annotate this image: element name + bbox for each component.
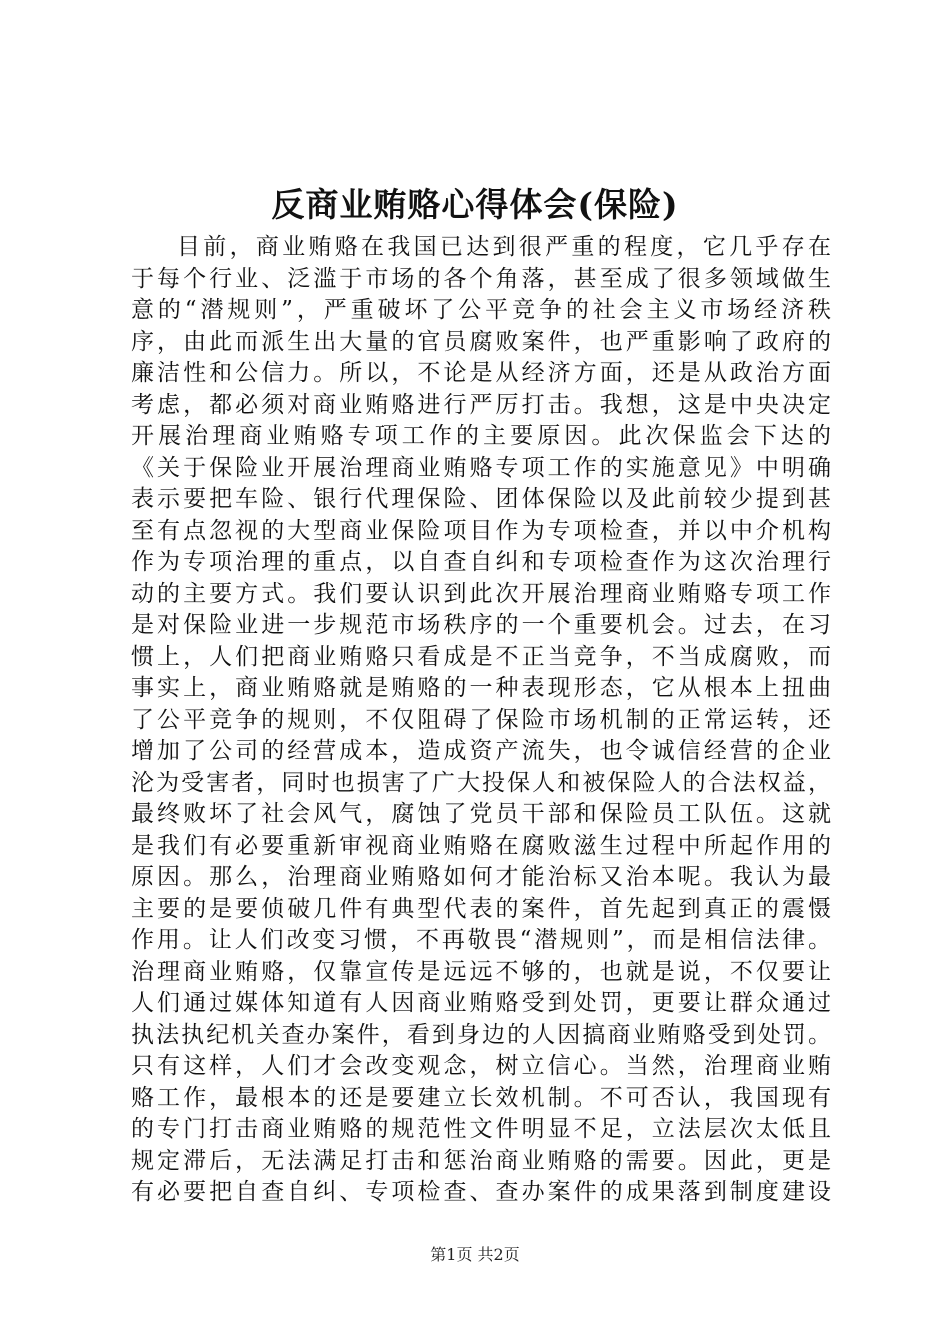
document-title: 反商业贿赂心得体会(保险) [271, 185, 679, 224]
paragraph-line: 主要的是要侦破几件有典型代表的案件，首先起到真正的震慑 [131, 895, 831, 922]
paragraph-line: 作为专项治理的重点，以自查自纠和专项检查作为这次治理行 [131, 549, 831, 575]
paragraph-line: 惯上，人们把商业贿赂只看成是不正当竞争，不当成腐败，而 [131, 643, 831, 670]
document-body [131, 232, 831, 1209]
paragraph-line: 开展治理商业贿赂专项工作的主要原因。此次保监会下达的 [131, 423, 831, 449]
paragraph-line: 只有这样，人们才会改变观念，树立信心。当然，治理商业贿 [131, 1053, 831, 1079]
paragraph-line: 至有点忽视的大型商业保险项目作为专项检查，并以中介机构 [131, 517, 831, 544]
paragraph-line: 作用。让人们改变习惯，不再敬畏“潜规则”，而是相信法律。 [131, 927, 831, 953]
paragraph-line: 是我们有必要重新审视商业贿赂在腐败滋生过程中所起作用的 [131, 832, 831, 859]
paragraph-line: 沦为受害者，同时也损害了广大投保人和被保险人的合法权益， [131, 769, 831, 796]
paragraph-line: 增加了公司的经营成本，造成资产流失，也令诚信经营的企业 [131, 738, 831, 764]
paragraph-line: 有必要把自查自纠、专项检查、查办案件的成果落到制度建设 [131, 1179, 831, 1205]
paragraph-line: 序，由此而派生出大量的官员腐败案件，也严重影响了政府的 [131, 328, 831, 355]
paragraph-line: 于每个行业、泛滥于市场的各个角落，甚至成了很多领域做生 [131, 265, 831, 292]
paragraph-line: 规定滞后，无法满足打击和惩治商业贿赂的需要。因此，更是 [131, 1147, 831, 1174]
paragraph-line: 人们通过媒体知道有人因商业贿赂受到处罚，更要让群众通过 [131, 990, 831, 1016]
paragraph-line: 治理商业贿赂，仅靠宣传是远远不够的，也就是说，不仅要让 [131, 958, 831, 985]
paragraph-line: 的专门打击商业贿赂的规范性文件明显不足，立法层次太低且 [131, 1116, 831, 1142]
paragraph-line: 执法执纪机关查办案件，看到身边的人因搞商业贿赂受到处罚。 [131, 1021, 831, 1048]
paragraph-line: 表示要把车险、银行代理保险、团体保险以及此前较少提到甚 [131, 486, 831, 512]
paragraph-line: 赂工作，最根本的还是要建立长效机制。不可否认，我国现有 [131, 1084, 831, 1111]
paragraph-line: 是对保险业进一步规范市场秩序的一个重要机会。过去，在习 [131, 612, 831, 638]
paragraph-line: 最终败坏了社会风气，腐蚀了党员干部和保险员工队伍。这就 [131, 801, 831, 827]
paragraph-line: 《关于保险业开展治理商业贿赂专项工作的实施意见》中明确 [131, 454, 831, 481]
paragraph-line: 意的“潜规则”，严重破坏了公平竞争的社会主义市场经济秩 [131, 297, 831, 323]
page-footer: 第1页 共2页 [430, 1245, 520, 1264]
paragraph-line: 了公平竞争的规则，不仅阻碍了保险市场机制的正常运转，还 [131, 706, 831, 733]
paragraph-line: 廉洁性和公信力。所以，不论是从经济方面，还是从政治方面 [131, 360, 831, 386]
paragraph-line: 考虑，都必须对商业贿赂进行严厉打击。我想，这是中央决定 [131, 391, 831, 418]
paragraph-line: 目前，商业贿赂在我国已达到很严重的程度，它几乎存在 [177, 234, 831, 260]
paragraph-line: 动的主要方式。我们要认识到此次开展治理商业贿赂专项工作 [131, 580, 831, 607]
paragraph-line: 原因。那么，治理商业贿赂如何才能治标又治本呢。我认为最 [131, 864, 831, 890]
paragraph-line: 事实上，商业贿赂就是贿赂的一种表现形态，它从根本上扭曲 [131, 675, 831, 701]
